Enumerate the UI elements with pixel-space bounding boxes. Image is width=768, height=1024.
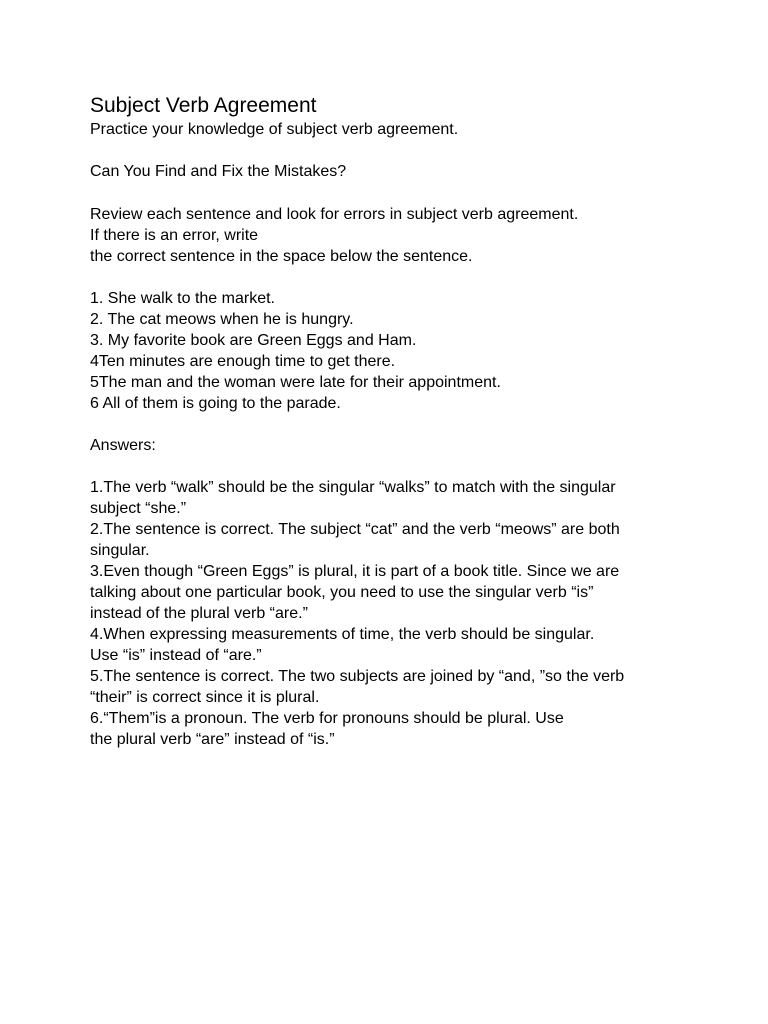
answer-line: 4.When expressing measurements of time, the verb should be singular. (90, 626, 595, 643)
document-title: Subject Verb Agreement (90, 94, 317, 117)
instructions (90, 204, 730, 267)
answer-line: talking about one particular book, you need to use the singular verb “is” (90, 584, 594, 601)
answer-line: “their” is correct since it is plural. (90, 689, 320, 706)
answer-line: Use “is” instead of “are.” (90, 647, 262, 664)
answer-line: subject “she.” (90, 500, 187, 517)
answer-line: 3.Even though “Green Eggs” is plural, it is part of a book title. Since we are (90, 563, 620, 580)
sentence-item: 2. The cat meows when he is hungry. (90, 311, 354, 328)
document-page (90, 92, 730, 750)
sentence-item: 3. My favorite book are Green Eggs and Ham. (90, 332, 417, 349)
sentence-item: 1. She walk to the market. (90, 290, 275, 307)
answer-line: singular. (90, 542, 150, 559)
answer-line: 1.The verb “walk” should be the singular “walks” to match with the singular (90, 479, 616, 496)
answer-line: instead of the plural verb “are.” (90, 605, 308, 622)
answers-label: Answers: (90, 437, 156, 454)
sentence-item: 5The man and the woman were late for their appointment. (90, 374, 501, 391)
sentence-item: 4Ten minutes are enough time to get there. (90, 353, 396, 370)
answer-line: 6.“Them”is a pronoun. The verb for pronouns should be plural. Use (90, 710, 564, 727)
sentence-item: 6 All of them is going to the parade. (90, 395, 341, 412)
answer-line: the plural verb “are” instead of “is.” (90, 731, 335, 748)
answer-line: 2.The sentence is correct. The subject “cat” and the verb “meows” are both (90, 521, 620, 538)
sentence-list (90, 288, 730, 414)
instruction-line: the correct sentence in the space below the sentence. (90, 248, 473, 265)
instruction-line: If there is an error, write (90, 227, 259, 244)
instruction-line: Review each sentence and look for errors in subject verb agreement. (90, 206, 579, 223)
answer-list (90, 477, 730, 750)
document-subtitle: Practice your knowledge of subject verb agreement. (90, 121, 459, 138)
answer-line: 5.The sentence is correct. The two subjects are joined by “and, ”so the verb (90, 668, 625, 685)
section-heading: Can You Find and Fix the Mistakes? (90, 163, 347, 180)
